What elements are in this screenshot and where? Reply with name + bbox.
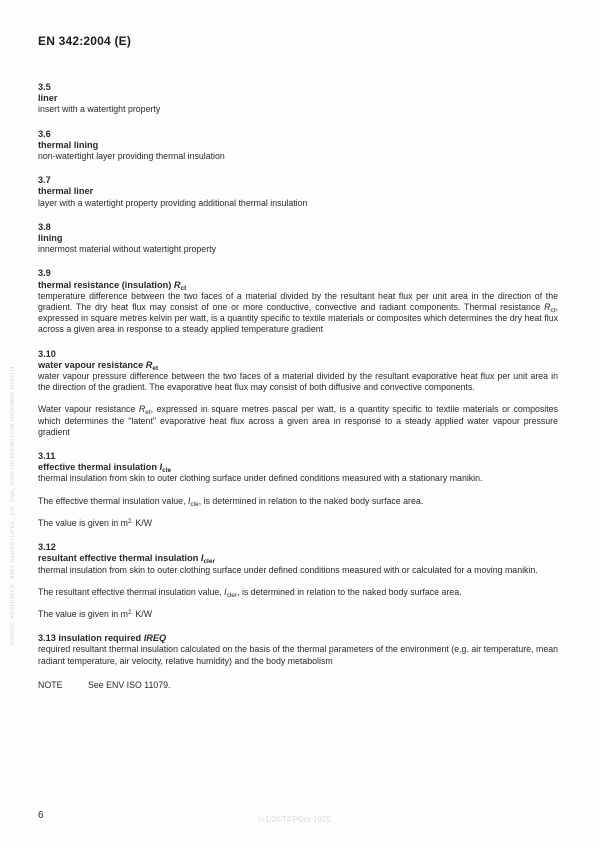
section-definition: innermost material without watertight property — [38, 244, 216, 255]
section-3-8 — [38, 222, 558, 256]
section-term: water vapour resistance $R_{et}$ — [38, 359, 159, 372]
section-definition: insert with a watertight property — [38, 104, 161, 115]
section-3-10 — [38, 349, 558, 438]
section-definition: water vapour pressure difference between the two faces of a material divided by the resultant evaporative heat flux per unit area in the direction of the gradient. The evaporative heat flux may consist of both diffusive and convective components. — [38, 371, 558, 393]
section-term: resultant effective thermal insulation $I_{cler}$ — [38, 553, 216, 566]
unit-paragraph: The value is given in $m^{2.}$ K/W — [38, 608, 153, 619]
unit-paragraph: The value is given in $m^{2.}$ K/W — [38, 517, 153, 528]
section-definition: temperature difference between the two faces of a material divided by the resultant heat flux per unit area in the direction of the gradient. The dry heat flux may consist of one or more conductive, convective and radiant components. Thermal resistance $R_{ct}$, expressed in square metres kelvin per watt, is a quantity specific to textile materials or composites which determines the dry heat flux across a given area in response to a steady applied temperature gradient — [38, 290, 558, 335]
note-label: NOTE — [38, 679, 63, 690]
section-paragraph: Water vapour resistance $R_{et}$, expressed in square metres pascal per watt, is a quantity specific to textile materials or composites which determines the "latent" evaporative heat flux across a given area in response to a steady applied water vapour pressure gradient — [38, 404, 558, 437]
section-3-9 — [38, 268, 558, 335]
section-term: thermal liner — [38, 186, 94, 197]
section-term: liner — [38, 93, 58, 104]
section-term: effective thermal insulation $I_{cle}$ — [38, 462, 172, 475]
section-number: 3.8 — [38, 221, 51, 232]
document-header: EN 342:2004 (E) — [38, 34, 132, 48]
section-3-5 — [38, 82, 558, 116]
section-number: 3.5 — [38, 82, 51, 92]
document-body — [38, 82, 558, 704]
section-number: 3.7 — [38, 175, 51, 186]
section-number: 3.11 — [38, 451, 56, 462]
section-definition: layer with a watertight property providing additional thermal insulation — [38, 197, 308, 208]
section-number: 3.12 — [38, 542, 56, 553]
section-term: 3.13 insulation required IREQ — [38, 633, 167, 644]
side-watermark: PUBLIC RESOURCE, 9342 SEBASTOPOL, CA, USA, 1005 GRAVENSTEIN HIGHWAY NORTH — [10, 366, 16, 645]
section-3-11 — [38, 451, 558, 529]
section-number: 3.9 — [38, 268, 51, 279]
section-paragraph: The effective thermal insulation value, $I_{cle}$, is determined in relation to the naked body surface area. — [38, 495, 424, 508]
section-term: thermal lining — [38, 139, 99, 150]
footer-mark: I=1/2©T©P©m 1925 — [258, 815, 331, 824]
page-number: 6 — [38, 810, 44, 821]
section-definition: thermal insulation from skin to outer clothing surface under defined conditions measured with a stationary manikin. — [38, 473, 483, 484]
section-definition: non-watertight layer providing thermal insulation — [38, 151, 225, 162]
note — [38, 680, 558, 691]
section-definition: thermal insulation from skin to outer clothing surface under defined conditions measured with or calculated for a moving manikin. — [38, 564, 538, 575]
section-term: lining — [38, 233, 63, 244]
section-3-7 — [38, 175, 558, 209]
section-number: 3.6 — [38, 128, 51, 139]
section-number: 3.10 — [38, 348, 56, 359]
section-definition: required resultant thermal insulation calculated on the basis of the thermal parameters of the environment (e.g. air temperature, mean radiant temperature, air velocity, relative humidity) and the body metabolism — [38, 644, 558, 666]
section-term: thermal resistance (insulation) $R_{ct}$ — [38, 279, 187, 292]
section-paragraph: The resultant effective thermal insulation value, $I_{cler}$, is determined in relation to the naked body surface area. — [38, 586, 462, 599]
section-3-13 — [38, 633, 558, 691]
note-text: See ENV ISO 11079. — [88, 679, 171, 690]
section-3-12 — [38, 542, 558, 620]
section-3-6 — [38, 129, 558, 163]
